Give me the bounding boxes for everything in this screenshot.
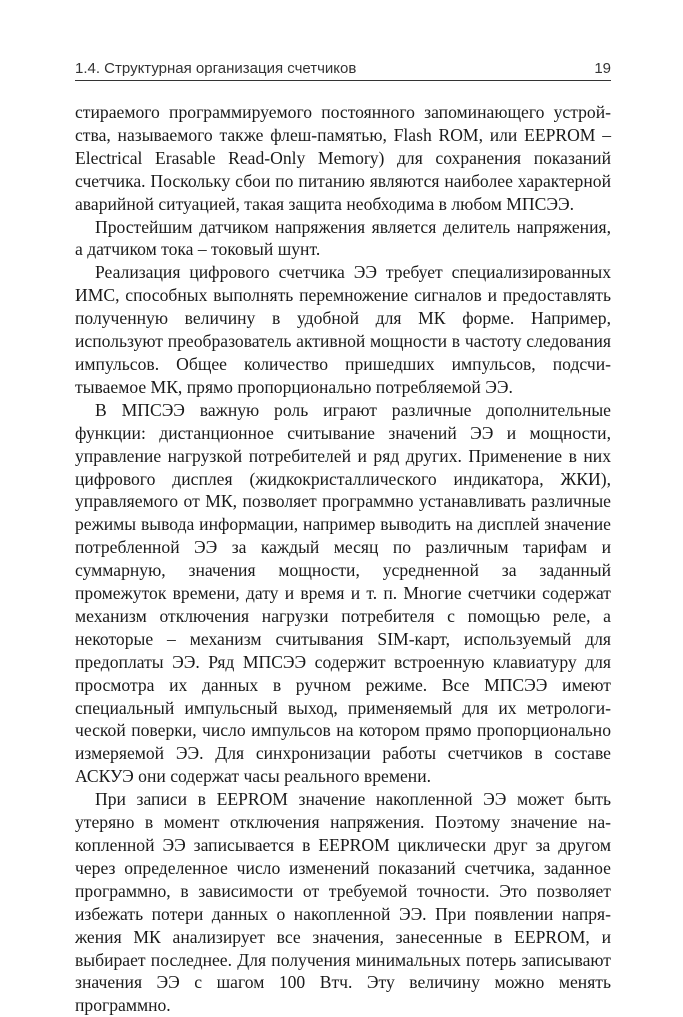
paragraph-voltage-sensor: Простейшим датчиком напряжения является делитель напряжения, а датчиком тока – токовый шунт. [75, 216, 611, 260]
paragraph-continued: стираемого программируемого постоянного запоминающего устройства, называемого также флеш-памятью, Flash ROM, или EEPROM – Electrical Erasable Read-Only Memory) для сохранения показаний счетчика. Поскольку сбои по питанию являются наиболее характерной аварийной ситуацией, такая защита необходима в любом МПСЭЭ. [75, 102, 611, 214]
paragraph-extra-functions: В МПСЭЭ важную роль играют различные дополнительные функции: дистанционное считывание значений ЭЭ и мощности, управление нагрузкой потребителей и ряд других. Применение в них цифрового дисплея (жидкокристаллического индикатора, ЖКИ), управляемого от МК, позволяет программно устанавливать различные режимы вывода информации, например выводить на дисплей значение потребленной ЭЭ за каждый месяц по различным тарифам и суммарную, значения мощности, усредненной за заданный промежуток времени, дату и время и т. п. Многие счетчики содержат механизм отключения нагрузки потребителя с помощью реле, а некоторые – механизм считывания SIM-карт, используемый для предоплаты ЭЭ. Ряд МПСЭЭ содержит встроенную клавиатуру для просмотра их данных в ручном режиме. Все МПСЭЭ имеют специальный импульсный выход, применяемый для их метрологической поверки, число импульсов на котором прямо пропорционально измеряемой ЭЭ. Для синхронизации работы счетчиков в составе АСКУЭ они содержат часы реального времени. [75, 399, 611, 787]
running-header [75, 58, 611, 81]
header-section-title: 1.4. Структурная организация счетчиков [75, 60, 357, 77]
page-number: 19 [594, 60, 611, 77]
paragraph-eeprom-write: При записи в EEPROM значение накопленной ЭЭ может быть утеряно в момент отключения напряжения. Поэтому значение накопленной ЭЭ записывается в EEPROM циклически друг за другом через определенное число изменений показаний счетчика, заданное программно, в зависимости от требуемой точности. Это позволяет избежать потери данных о накопленной ЭЭ. При появлении напряжения МК анализирует все значения, занесенные в EEPROM, и выбирает последнее. Для получения минимальных потерь записывают значения ЭЭ с шагом 100 Втч. Эту величину можно менять программно. [75, 789, 611, 1016]
page-body [75, 101, 611, 1017]
paragraph-digital-meter: Реализация цифрового счетчика ЭЭ требует специализированных ИМС, способных выполнять перемножение сигналов и предоставлять полученную величину в удобной для МК форме. Например, используют преобразователь активной мощности в частоту следования импульсов. Общее количество пришедших импульсов, подсчитываемое МК, прямо пропорционально потребляемой ЭЭ. [75, 262, 611, 397]
